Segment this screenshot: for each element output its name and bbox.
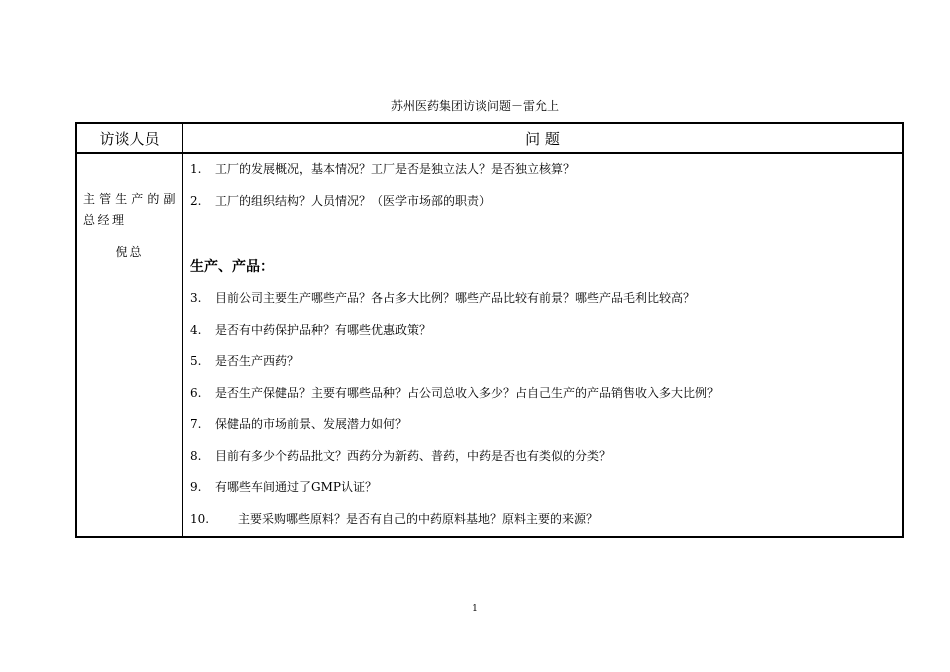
question-text: 工厂的发展概况，基本情况？工厂是否是独立法人？是否独立核算？	[215, 162, 576, 176]
question-number: 6.	[190, 385, 202, 400]
question-number: 4.	[190, 322, 202, 337]
question-number: 5.	[190, 354, 202, 368]
question-text: 是否生产西药？	[215, 354, 300, 368]
question-number: 3.	[190, 291, 202, 305]
question-text: 主要采购哪些原料？是否有自己的中药原料基地？原料主要的来源？	[238, 511, 599, 526]
question-text: 是否生产保健品？主要有哪些品种？占公司总收入多少？占自己生产的产品销售收入多大比例？	[215, 385, 720, 400]
question-item	[190, 186, 902, 218]
table-header-row	[76, 123, 903, 153]
question-item	[190, 409, 902, 441]
question-item	[190, 283, 902, 315]
table-row	[76, 153, 903, 537]
question-item	[190, 378, 902, 410]
section-heading: 生产、产品：	[190, 259, 274, 275]
question-text: 保健品的市场前景、发展潜力如何？	[215, 417, 408, 431]
question-item	[190, 504, 902, 536]
question-text: 目前有多少个药品批文？西药分为新药、普药，中药是否也有类似的分类？	[215, 448, 612, 463]
question-text: 有哪些车间通过了GMP认证？	[215, 480, 377, 494]
question-number: 2.	[190, 193, 202, 208]
question-item	[190, 315, 902, 347]
question-item	[190, 441, 902, 473]
question-item	[190, 472, 902, 504]
question-text: 是否有中药保护品种？有哪些优惠政策？	[215, 322, 432, 337]
question-text: 目前公司主要生产哪些产品？各占多大比例？哪些产品比较有前景？哪些产品毛利比较高？	[215, 291, 696, 305]
question-number: 1.	[190, 162, 202, 176]
interviewee-role: 主管生产的副总经理	[83, 192, 178, 227]
question-number: 7.	[190, 417, 202, 431]
page-number: 1	[472, 604, 478, 614]
question-number: 8.	[190, 448, 202, 463]
interview-table	[75, 122, 904, 538]
questions-cell	[183, 153, 904, 537]
question-number: 10.	[190, 511, 210, 526]
question-item	[190, 346, 902, 378]
spacer	[190, 217, 902, 245]
question-item	[190, 154, 902, 186]
document-title: 苏州医药集团访谈问题－雷允上	[390, 99, 559, 113]
question-number: 9.	[190, 480, 202, 494]
question-text: 工厂的组织结构？人员情况？（医学市场部的职责）	[215, 193, 492, 208]
header-questions: 问 题	[183, 123, 904, 153]
header-interviewee: 访谈人员	[76, 123, 183, 153]
interviewee-cell	[76, 153, 183, 537]
interviewee-name: 倪总	[115, 245, 144, 259]
